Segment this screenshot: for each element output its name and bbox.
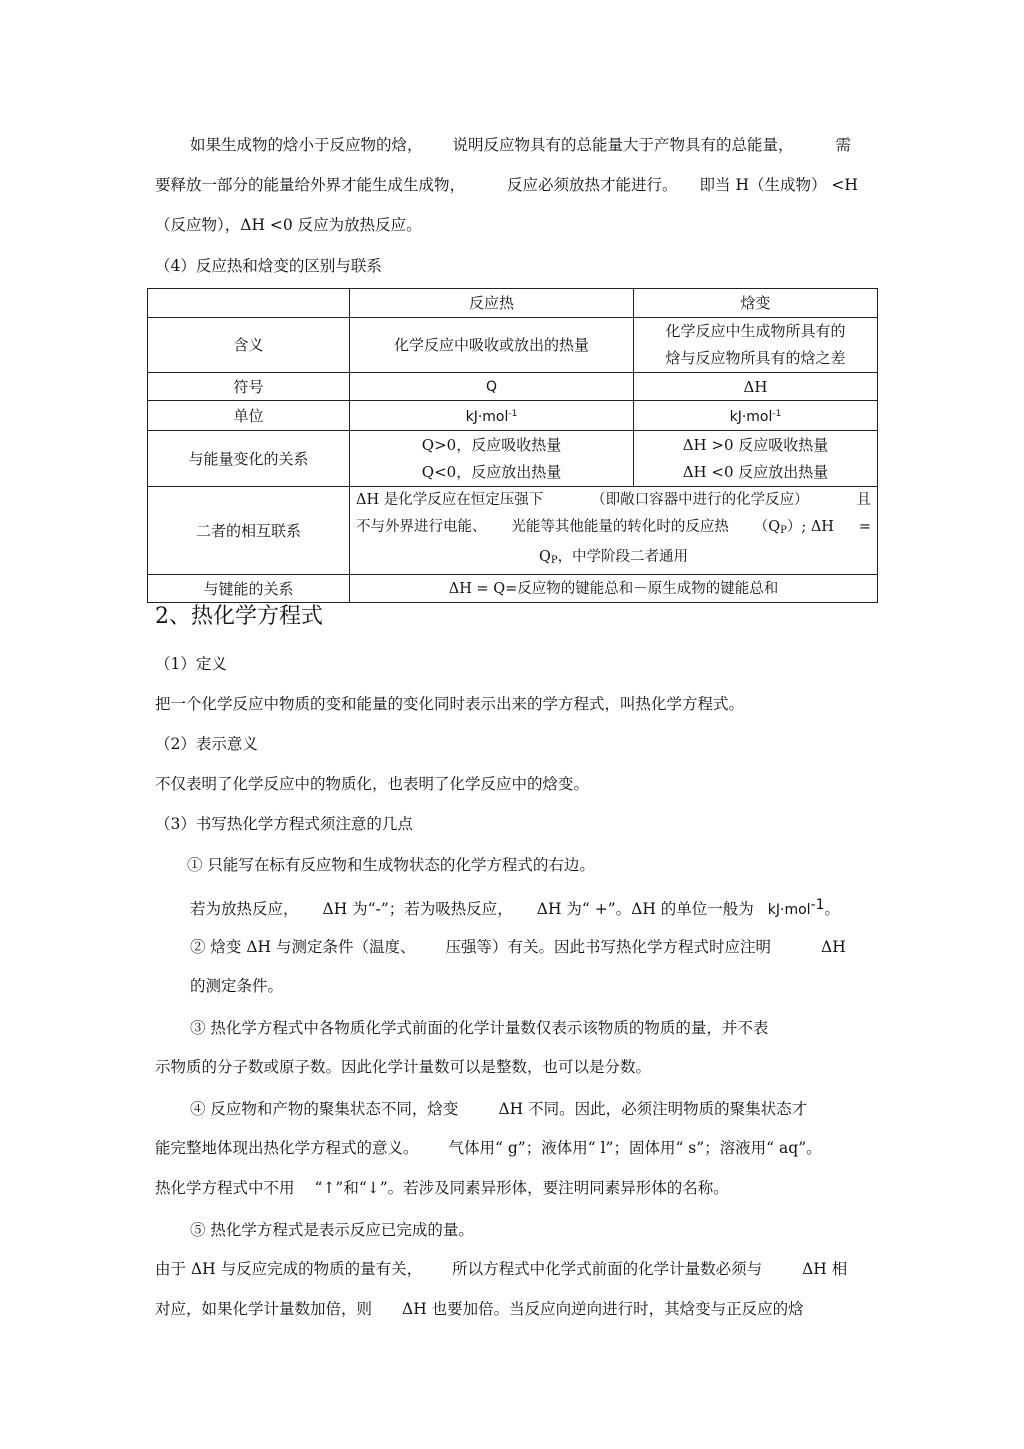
text-run: 要释放一部分的能量给外界才能生成生成物， <box>155 176 466 194</box>
intro-line-1 <box>190 134 851 156</box>
subsection-1-title: （1）定义 <box>155 655 227 673</box>
table-row <box>148 431 878 487</box>
point-2 <box>190 936 846 958</box>
row-label: 二者的相互联系 <box>148 487 350 575</box>
table-header-cell: 反应热 <box>350 289 634 318</box>
subsection-3-title: （3）书写热化学方程式须注意的几点 <box>155 815 413 833</box>
table-cell <box>634 401 878 431</box>
table-header-row <box>148 289 878 318</box>
point-4 <box>190 1098 807 1120</box>
text-run: 说明反应物具有的总能量大于产物具有的总能量， <box>452 136 794 154</box>
point-4-cont <box>155 1137 822 1159</box>
row-label: 符号 <box>148 373 350 401</box>
text-run: ΔH 为“ +”。ΔH 的单位一般为 <box>536 900 754 918</box>
text-run: 如果生成物的焓小于反应物的焓， <box>190 136 423 154</box>
table-row <box>148 401 878 431</box>
cell-line: 化学反应中生成物所具有的 <box>665 322 846 340</box>
point-1: ① 只能写在标有反应物和生成物状态的化学方程式的右边。 <box>187 856 595 874</box>
cell-line: Q<0，反应放出热量 <box>421 462 562 481</box>
text-run: “↑”和“↓”。若涉及同素异形体，要注明同素异形体的名称。 <box>314 1179 729 1197</box>
point-5-detail-2 <box>155 1298 804 1320</box>
section-2-title: 2、热化学方程式 <box>155 604 323 629</box>
table-cell <box>350 431 634 487</box>
text-run: （即敞口容器中进行的化学反应） <box>591 492 809 508</box>
text-run: 即当 H（生成物） <H <box>699 176 858 194</box>
text-run: ④ 反应物和产物的聚集状态不同，焓变 <box>190 1100 459 1118</box>
table-row <box>148 373 878 401</box>
table-cell <box>634 431 878 487</box>
table-row <box>148 487 878 575</box>
unit-exponent: -1 <box>508 409 518 419</box>
text-run: ΔH 也要加倍。当反应向逆向进行时，其焓变与正反应的焓 <box>402 1300 804 1318</box>
row-label: 与键能的关系 <box>148 575 350 603</box>
unit-text: kJ·mol <box>767 902 811 918</box>
table-cell <box>350 401 634 431</box>
intro-line-3: （反应物），ΔH <0 反应为放热反应。 <box>155 216 422 234</box>
cell-line <box>356 514 871 544</box>
table-header-cell <box>148 289 350 318</box>
text-run: 所以方程式中化学式前面的化学计量数必须与 <box>452 1260 763 1278</box>
text-run: ΔH 相 <box>802 1260 848 1278</box>
text-run: 压强等）有关。因此书写热化学方程式时应注明 <box>445 938 772 956</box>
subscript: P <box>550 555 558 566</box>
text-run: ΔH <box>821 938 846 956</box>
point-4-cont-2 <box>155 1177 729 1199</box>
text-run: 气体用“ g”；液体用“ l”；固体用“ s”；溶液用“ aq”。 <box>448 1139 822 1157</box>
text-run: ΔH 是化学反应在恒定压强下 <box>356 492 544 508</box>
cell-line: ΔH <0 反应放出热量 <box>682 462 829 481</box>
text-run: 对应，如果化学计量数加倍，则 <box>155 1300 373 1318</box>
table-cell-merged <box>350 487 878 575</box>
table-cell <box>634 318 878 373</box>
table-row <box>148 318 878 373</box>
subscript: P <box>780 525 787 536</box>
row-label: 含义 <box>148 318 350 373</box>
cell-line: 焓与反应物所具有的焓之差 <box>665 349 846 367</box>
text-run: 能完整地体现出热化学方程式的意义。 <box>155 1139 419 1157</box>
table-cell: Q <box>350 373 634 401</box>
text-run: ，中学阶段二者通用 <box>557 549 689 565</box>
text-run: 热化学方程式中不用 <box>155 1179 295 1197</box>
cell-line: Q>0，反应吸收热量 <box>421 435 562 454</box>
text-run: 由于 ΔH 与反应完成的物质的量有关， <box>155 1260 423 1278</box>
table-cell: 化学反应中吸收或放出的热量 <box>350 318 634 373</box>
cell-line <box>356 487 871 514</box>
row-label: 单位 <box>148 401 350 431</box>
text-run: ΔH 不同。因此，必须注明物质的聚集状态才 <box>498 1100 808 1118</box>
cell-line <box>356 544 871 574</box>
cell-line: ΔH >0 反应吸收热量 <box>682 435 829 454</box>
point-1-detail <box>190 894 840 921</box>
point-5-detail <box>155 1258 847 1280</box>
text-run: 且 <box>856 492 871 508</box>
text-run: 光能等其他能量的转化时的反应热 <box>511 519 729 535</box>
text-run: 反应必须放热才能进行。 <box>507 176 678 194</box>
intro-line-2 <box>155 174 858 196</box>
section-4-title: （4）反应热和焓变的区别与联系 <box>155 257 382 275</box>
text-run: （Q <box>753 519 781 535</box>
unit-exponent: -1 <box>810 897 825 913</box>
point-3-cont: 示物质的分子数或原子数。因此化学计量数可以是整数，也可以是分数。 <box>155 1058 652 1076</box>
row-label: 与能量变化的关系 <box>148 431 350 487</box>
text-run: ΔH 为“-”；若为吸热反应， <box>322 900 513 918</box>
subsection-2-title: （2）表示意义 <box>155 735 258 753</box>
table-cell-merged: ΔH = Q=反应物的键能总和－原生成物的键能总和 <box>350 575 878 603</box>
text-run: 。 <box>824 900 841 918</box>
table-row <box>148 575 878 603</box>
text-run: 不与外界进行电能、 <box>356 519 487 535</box>
table-header-cell: 焓变 <box>634 289 878 318</box>
table-cell: ΔH <box>634 373 878 401</box>
text-run: = <box>858 519 871 535</box>
text-run: 若为放热反应， <box>190 900 299 918</box>
point-3: ③ 热化学方程式中各物质化学式前面的化学计量数仅表示该物质的物质的量，并不表 <box>190 1019 769 1037</box>
point-5: ⑤ 热化学方程式是表示反应已完成的量。 <box>190 1221 474 1239</box>
text-run: ② 焓变 ΔH 与测定条件（温度、 <box>190 938 416 956</box>
unit-text: kJ·mol <box>729 409 773 425</box>
subsection-2-body: 不仅表明了化学反应中的物质化，也表明了化学反应中的焓变。 <box>155 775 590 793</box>
subsection-1-body: 把一个化学反应中物质的变和能量的变化同时表示出来的学方程式，叫热化学方程式。 <box>155 695 745 713</box>
comparison-table <box>147 288 878 603</box>
point-2-cont: 的测定条件。 <box>190 977 284 995</box>
text-run: ）; ΔH <box>786 519 834 535</box>
unit-text: kJ·mol <box>465 409 509 425</box>
text-run: Q <box>538 549 551 565</box>
unit-exponent: -1 <box>772 409 782 419</box>
text-run: 需 <box>835 136 852 154</box>
